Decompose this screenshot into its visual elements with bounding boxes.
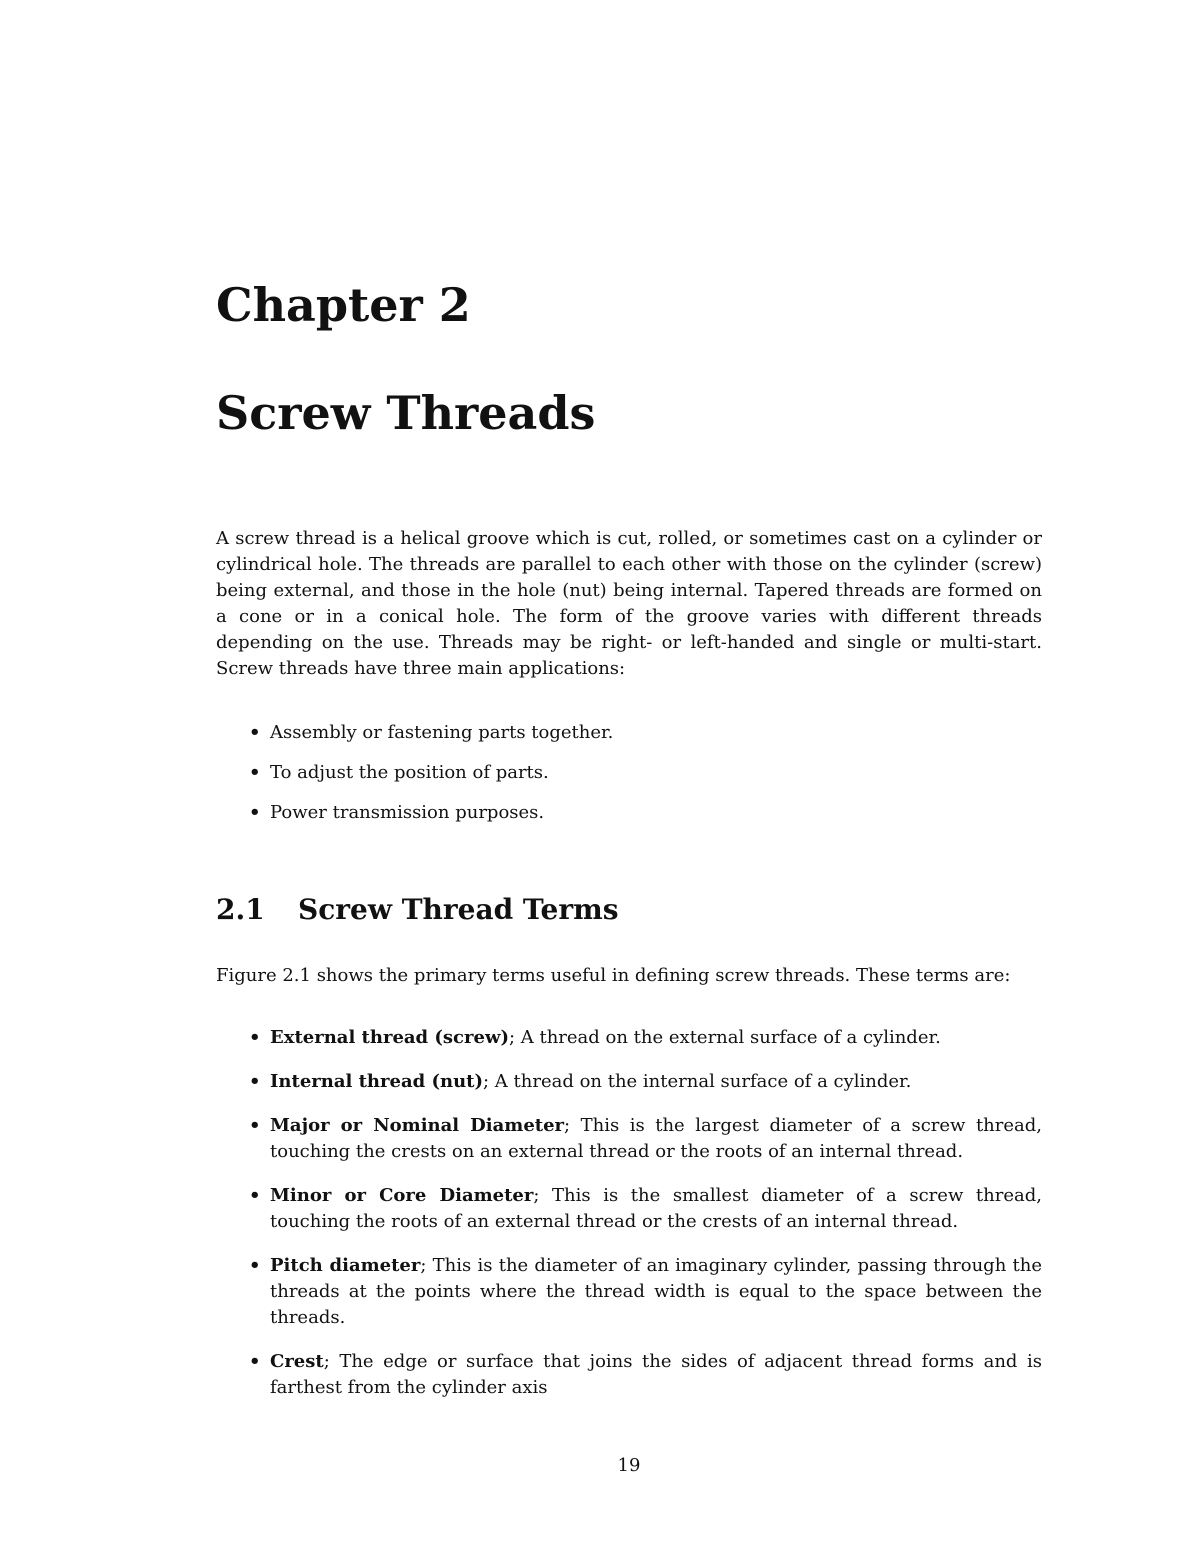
- term-name: Pitch diameter: [270, 1255, 421, 1276]
- term-definition: ; This is the smallest diameter of a screw thread, touching the roots of an external thread or the crests of an internal thread.: [270, 1185, 1042, 1232]
- section-heading: [216, 890, 619, 930]
- term-name: Major or Nominal Diameter: [270, 1115, 565, 1136]
- term-definition: ; A thread on the external surface of a cylinder.: [508, 1027, 941, 1048]
- bullet-icon: •: [249, 1027, 261, 1048]
- term-name: Internal thread (nut): [270, 1071, 483, 1092]
- document-page: [216, 0, 1042, 1553]
- term-item: [216, 1025, 1042, 1051]
- term-item: [216, 1113, 1042, 1165]
- term-definition: ; The edge or surface that joins the sides of adjacent thread forms and is farthest from the cylinder axis: [270, 1351, 1042, 1398]
- chapter-title: Screw Threads: [216, 386, 596, 440]
- term-definition: ; This is the diameter of an imaginary cylinder, passing through the threads at the points where the thread width is equal to the space between the threads.: [270, 1255, 1042, 1328]
- section-title: Screw Thread Terms: [298, 893, 619, 926]
- term-definition: ; A thread on the internal surface of a cylinder.: [483, 1071, 912, 1092]
- term-item: [216, 1253, 1042, 1331]
- bullet-icon: •: [249, 1185, 261, 1206]
- chapter-label: Chapter 2: [216, 278, 471, 332]
- page-number: 19: [617, 1455, 641, 1476]
- list-item-text: Power transmission purposes.: [270, 802, 545, 823]
- bullet-icon: •: [249, 1071, 261, 1092]
- bullet-icon: •: [249, 802, 261, 823]
- bullet-icon: •: [249, 1255, 261, 1276]
- term-name: Crest: [270, 1351, 324, 1372]
- applications-list: [216, 720, 1042, 840]
- term-item: [216, 1069, 1042, 1095]
- list-item-text: Assembly or fastening parts together.: [270, 722, 614, 743]
- term-item: [216, 1349, 1042, 1401]
- bullet-icon: •: [249, 722, 261, 743]
- section-number: 2.1: [216, 893, 265, 926]
- list-item-text: To adjust the position of parts.: [270, 762, 549, 783]
- term-name: Minor or Core Diameter: [270, 1185, 534, 1206]
- section-intro: Figure 2.1 shows the primary terms useful in defining screw threads. These terms are:: [216, 965, 1011, 986]
- bullet-icon: •: [249, 1351, 261, 1372]
- intro-paragraph: A screw thread is a helical groove which is cut, rolled, or sometimes cast on a cylinder or cylindrical hole. The threads are parallel to each other with those on the cylinder (screw) being external, and those in the hole (nut) being internal. Tapered threads are formed on a cone or in a conical hole. The form of the groove varies with different threads depending on the use. Threads may be right- or left-handed and single or multi-start. Screw threads have three main applications:: [216, 528, 1042, 679]
- list-item: [216, 720, 1042, 746]
- term-definition: ; This is the largest diameter of a screw thread, touching the crests on an external thread or the roots of an internal thread.: [270, 1115, 1043, 1162]
- terms-list: [216, 1025, 1042, 1419]
- bullet-icon: •: [249, 762, 261, 783]
- list-item: [216, 760, 1042, 786]
- term-item: [216, 1183, 1042, 1235]
- bullet-icon: •: [249, 1115, 261, 1136]
- term-name: External thread (screw): [270, 1027, 509, 1048]
- list-item: [216, 800, 1042, 826]
